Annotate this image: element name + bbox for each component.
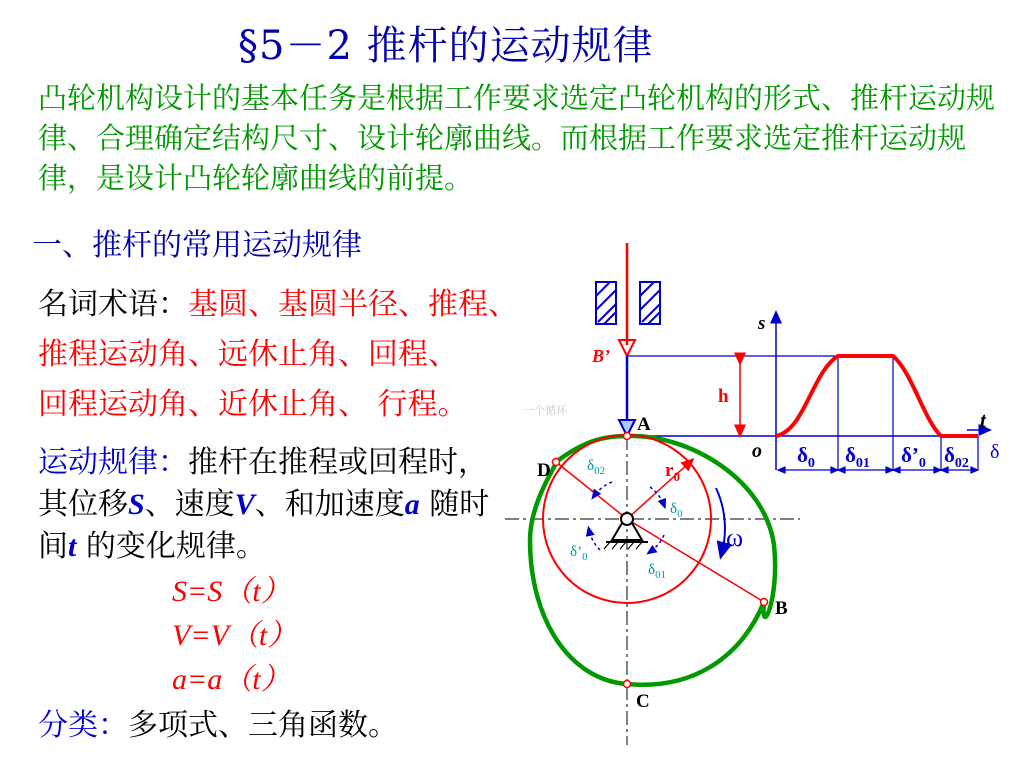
symbol-a: a [404, 488, 420, 521]
classification-label: 分类： [38, 708, 128, 743]
omega-label: ω [726, 523, 744, 552]
axis-angle-d02: $\delta_{02}$ [944, 443, 969, 471]
point-d-label: D [537, 460, 551, 481]
terms-line-1: 基圆、基圆半径、推程、 [188, 287, 518, 322]
point-c-label: C [636, 691, 650, 712]
cam-angle-d02: $\delta_{02}$ [587, 458, 606, 477]
intro-paragraph: 凸轮机构设计的基本任务是根据工作要求选定凸轮机构的形式、推杆运动规律、合理确定结构尺寸、设计轮廓曲线。而根据工作要求选定推杆运动规律，是设计凸轮轮廓曲线的前提。 [38, 81, 996, 195]
cam-angle-d0: $\delta_0$ [670, 501, 683, 520]
formula-a: a=a（t） [172, 663, 291, 696]
axis-angle-dp0: $\delta’_0$ [901, 443, 926, 471]
cam-pivot [604, 513, 648, 549]
motion-rule-text-3: 、和加速度 [254, 487, 405, 522]
omega-arc [716, 488, 725, 552]
b-prime-label: B’ [592, 346, 610, 366]
formula-s: S=S（t） [172, 575, 291, 608]
t-axis-label: t [980, 408, 986, 432]
symbol-t: t [68, 530, 77, 563]
symbol-v: V [234, 488, 255, 521]
watermark-text: 一个循环 [523, 404, 567, 417]
terms-line-3: 回程运动角、近休止角、 行程。 [38, 387, 468, 422]
terms-label: 名词术语： [38, 287, 188, 322]
page-title: §5－2 推杆的运动规律 [238, 23, 654, 69]
point-b-label: B [775, 598, 788, 619]
motion-rule-label: 运动规律： [38, 445, 188, 480]
terms-line-2: 推程运动角、远休止角、回程、 [38, 337, 458, 372]
motion-rule-text-4: 随时间 [38, 487, 490, 564]
section-heading: 一、推杆的常用运动规律 [32, 228, 362, 263]
motion-rule-text-1: 推杆在推程或回程时，其位移 [38, 445, 488, 522]
formula-v: V=V（t） [172, 619, 298, 652]
motion-rule-text-5: 的变化规律。 [76, 529, 266, 564]
cam-profile [530, 436, 775, 685]
displacement-curve [776, 356, 978, 436]
symbol-s: S [128, 488, 145, 521]
cam-angle-d01: $\delta_{01}$ [648, 562, 667, 581]
h-label: h [718, 386, 729, 407]
motion-rule-text-2: 、速度 [144, 487, 235, 522]
delta-axis-label: δ [990, 441, 1000, 463]
origin-label: o [752, 440, 762, 462]
r0-label: $r_0$ [665, 460, 680, 484]
s-axis-label: s [758, 313, 766, 334]
cam-angle-dp0: $\delta’_0$ [570, 544, 588, 563]
axis-angle-d01: $\delta_{01}$ [845, 443, 870, 471]
line-to-b [627, 519, 764, 602]
classification-text: 多项式、三角函数。 [128, 708, 398, 743]
axis-angle-d0: $\delta_0$ [797, 443, 815, 471]
point-a-label: A [637, 414, 651, 435]
